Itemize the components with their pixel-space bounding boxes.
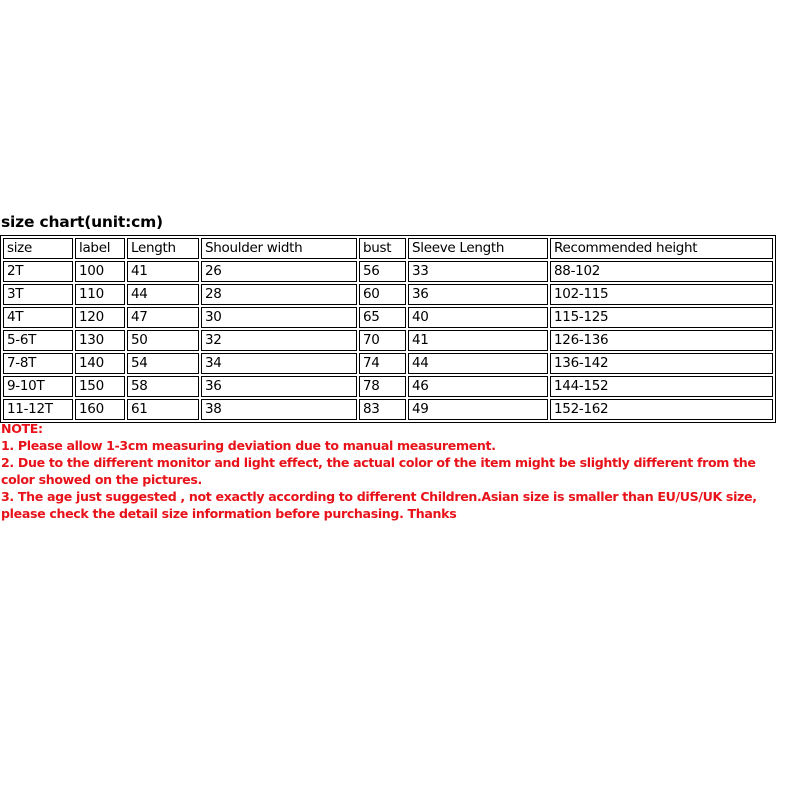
note-item: 2. Due to the different monitor and light effect, the actual color of the item might be slightly different from the color showed on the pictures. [1,455,756,487]
table-cell: 38 [201,399,357,420]
table-cell: 2T [3,261,73,282]
table-cell: 33 [408,261,548,282]
header-cell-shoulder-width: Shoulder width [201,238,357,259]
table-cell: 102-115 [550,284,773,305]
table-row [3,261,773,282]
size-chart-title: size chart(unit:cm) [1,213,163,231]
table-cell: 40 [408,307,548,328]
table-cell: 70 [359,330,406,351]
table-cell: 83 [359,399,406,420]
table-cell: 100 [75,261,125,282]
header-cell-sleeve-length: Sleeve Length [408,238,548,259]
table-row [3,353,773,374]
table-row [3,307,773,328]
table-cell: 30 [201,307,357,328]
table-cell: 58 [127,376,199,397]
note-item: 3. The age just suggested , not exactly according to different Children.Asian size is smaller than EU/US/UK size, please check the detail size information before purchasing. Thanks [1,489,757,521]
table-cell: 150 [75,376,125,397]
table-header-row [3,238,773,259]
table-cell: 46 [408,376,548,397]
table-cell: 4T [3,307,73,328]
table-cell: 88-102 [550,261,773,282]
table-cell: 56 [359,261,406,282]
header-cell-bust: bust [359,238,406,259]
table-cell: 54 [127,353,199,374]
table-cell: 115-125 [550,307,773,328]
header-cell-recommended-height: Recommended height [550,238,773,259]
header-cell-length: Length [127,238,199,259]
table-row [3,376,773,397]
table-cell: 3T [3,284,73,305]
table-cell: 78 [359,376,406,397]
table-cell: 60 [359,284,406,305]
table-cell: 7-8T [3,353,73,374]
table-cell: 144-152 [550,376,773,397]
table-cell: 41 [127,261,199,282]
note-item: 1. Please allow 1-3cm measuring deviation due to manual measurement. [1,438,496,453]
table-cell: 5-6T [3,330,73,351]
table-cell: 44 [408,353,548,374]
table-cell: 126-136 [550,330,773,351]
notes-section [1,420,791,522]
header-cell-label: label [75,238,125,259]
table-row [3,399,773,420]
table-cell: 152-162 [550,399,773,420]
table-cell: 36 [201,376,357,397]
table-cell: 160 [75,399,125,420]
table-row [3,330,773,351]
table-cell: 65 [359,307,406,328]
table-cell: 110 [75,284,125,305]
table-cell: 34 [201,353,357,374]
table-cell: 50 [127,330,199,351]
table-cell: 44 [127,284,199,305]
table-cell: 26 [201,261,357,282]
table-cell: 136-142 [550,353,773,374]
table-cell: 11-12T [3,399,73,420]
table-cell: 47 [127,307,199,328]
table-cell: 130 [75,330,125,351]
header-cell-size: size [3,238,73,259]
size-chart-table [0,235,776,423]
table-cell: 74 [359,353,406,374]
table-cell: 28 [201,284,357,305]
note-heading: NOTE: [1,421,43,436]
table-cell: 140 [75,353,125,374]
table-cell: 49 [408,399,548,420]
table-cell: 32 [201,330,357,351]
table-cell: 9-10T [3,376,73,397]
table-row [3,284,773,305]
table-cell: 120 [75,307,125,328]
table-cell: 36 [408,284,548,305]
table-cell: 61 [127,399,199,420]
table-cell: 41 [408,330,548,351]
